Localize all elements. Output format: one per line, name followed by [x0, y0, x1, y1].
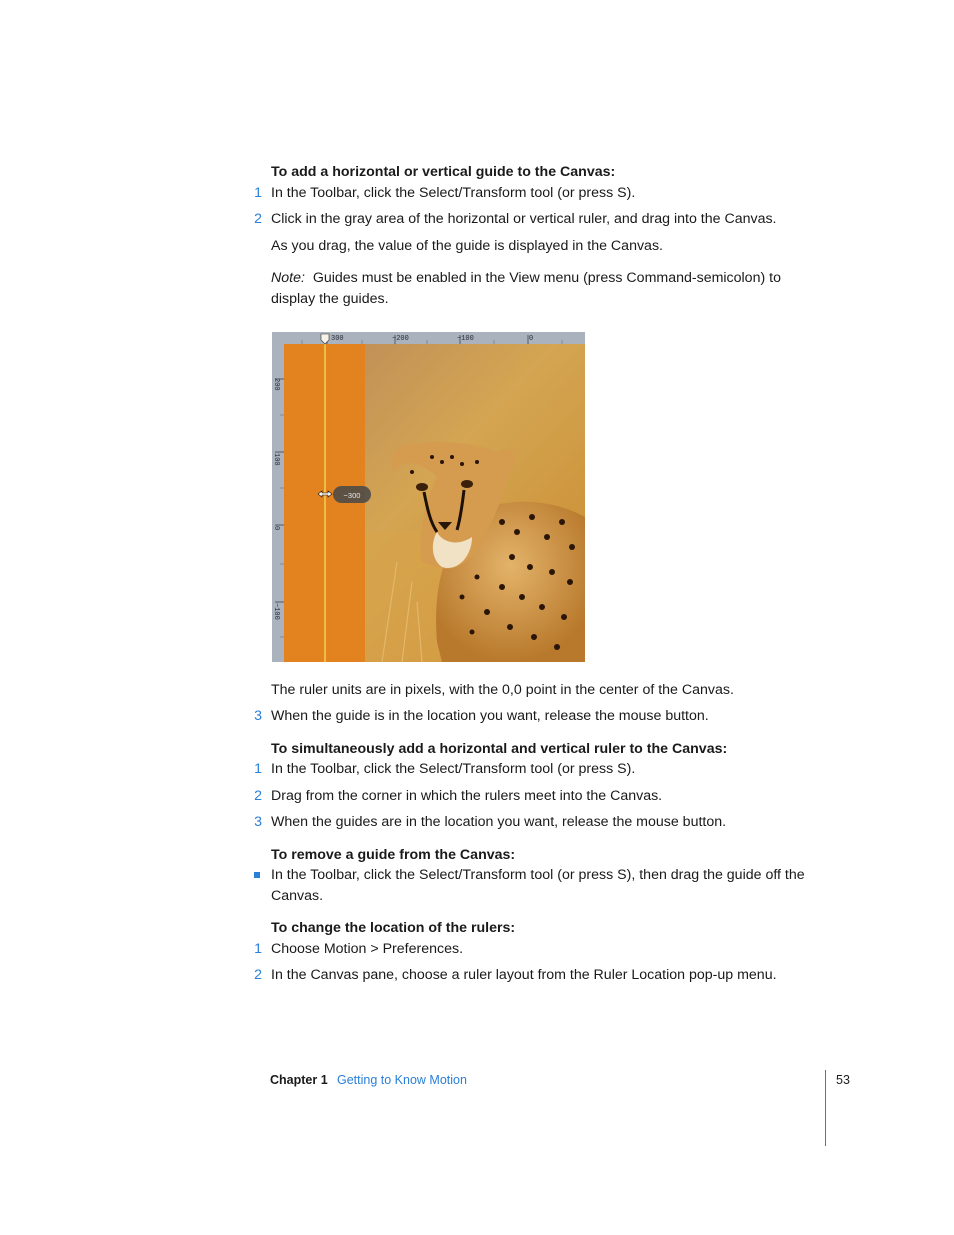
top-ruler-label: 0: [529, 335, 534, 343]
bullet-text: In the Toolbar, click the Select/Transform tool (or press S), then drag the guide off the Canvas.: [271, 867, 805, 904]
canvas-screenshot-figure: [272, 332, 585, 662]
bullet-icon: [254, 872, 260, 878]
top-ruler-label: −200: [392, 335, 409, 343]
step-text: In the Toolbar, click the Select/Transform tool (or press S).: [271, 761, 636, 777]
left-ruler-label: 100: [272, 453, 280, 466]
step-text: In the Toolbar, click the Select/Transform tool (or press S).: [271, 185, 636, 201]
note-text: Guides must be enabled in the View menu (press Command-semicolon) to display the guides.: [271, 270, 781, 307]
left-ruler-label: −100: [272, 603, 280, 620]
footer-chapter-label: Chapter 1: [270, 1073, 328, 1087]
step-number: 3: [254, 814, 262, 830]
step-number: 2: [254, 211, 262, 227]
left-ruler-label: 200: [272, 378, 280, 391]
top-ruler-label: 300: [331, 335, 344, 343]
paragraph: The ruler units are in pixels, with the 0,0 point in the center of the Canvas.: [271, 682, 734, 698]
note-label: Note:: [271, 270, 305, 286]
step-number: 1: [254, 761, 262, 777]
step-number: 1: [254, 941, 262, 957]
paragraph: As you drag, the value of the guide is displayed in the Canvas.: [271, 238, 663, 254]
section-heading-remove-guide: To remove a guide from the Canvas:: [271, 847, 516, 863]
step-text: In the Canvas pane, choose a ruler layout from the Ruler Location pop-up menu.: [271, 967, 777, 983]
footer-chapter-title: Getting to Know Motion: [337, 1073, 467, 1087]
section-heading-add-guide: To add a horizontal or vertical guide to the Canvas:: [271, 164, 616, 180]
guide-value-label: −300: [343, 491, 361, 500]
top-ruler-label: −100: [457, 335, 474, 343]
step-text: Drag from the corner in which the rulers meet into the Canvas.: [271, 788, 663, 804]
top-ruler: [272, 332, 585, 344]
step-text: Click in the gray area of the horizontal or vertical ruler, and drag into the Canvas.: [271, 211, 777, 227]
step-text: When the guides are in the location you want, release the mouse button.: [271, 814, 727, 830]
step-number: 1: [254, 185, 262, 201]
step-text: Choose Motion > Preferences.: [271, 941, 464, 957]
section-heading-add-both-rulers: To simultaneously add a horizontal and vertical ruler to the Canvas:: [271, 741, 728, 757]
page-number: 53: [836, 1073, 850, 1087]
step-number: 2: [254, 967, 262, 983]
step-text: When the guide is in the location you want, release the mouse button.: [271, 708, 709, 724]
step-number: 2: [254, 788, 262, 804]
note: [271, 268, 816, 310]
left-ruler-label: 0: [272, 526, 280, 531]
footer-divider: [825, 1070, 826, 1146]
step-number: 3: [254, 708, 262, 724]
section-heading-change-ruler-location: To change the location of the rulers:: [271, 920, 516, 936]
